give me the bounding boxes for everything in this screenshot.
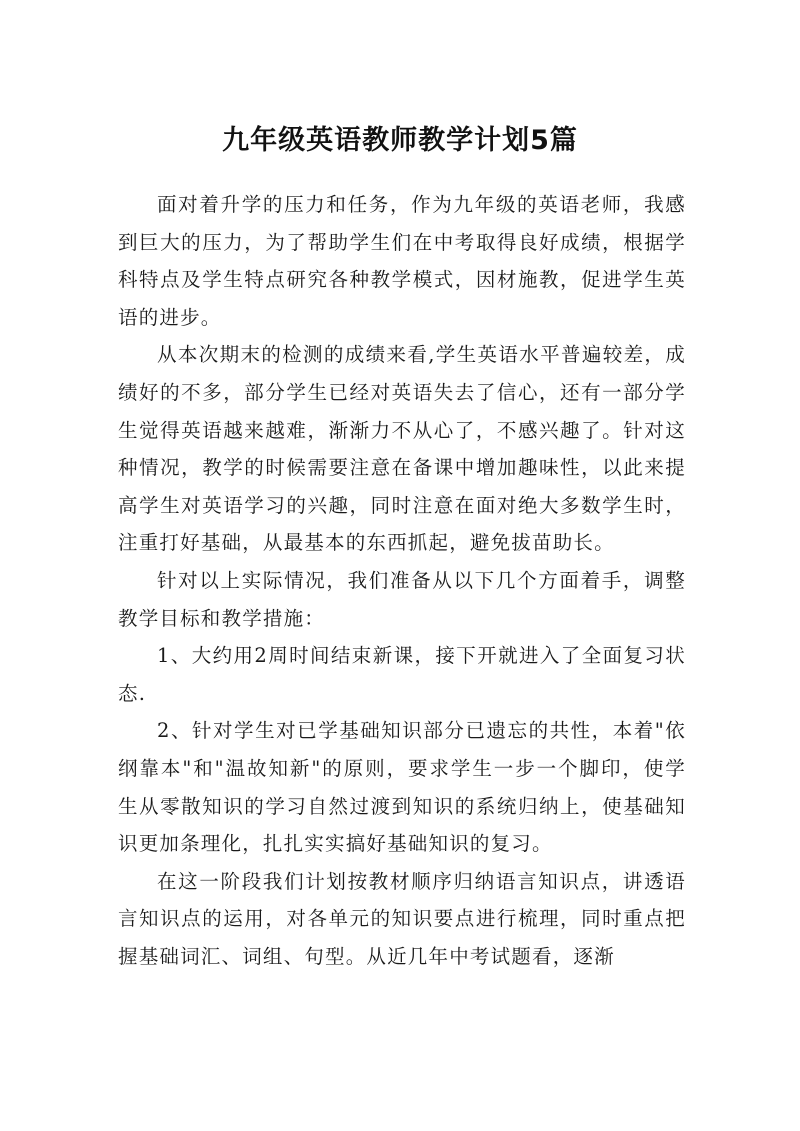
paragraph-intro: 面对着升学的压力和任务，作为九年级的英语老师，我感到巨大的压力，为了帮助学生们在中考取得良好成绩，根据学科特点及学生特点研究各种教学模式，因材施教，促进学生英语的进步。 xyxy=(118,193,686,329)
paragraph-measure-2: 2、针对学生对已学基础知识部分已遗忘的共性，本着"依纲靠本"和"温故知新"的原则，要求学生一步一个脚印，使学生从零散知识的学习自然过渡到知识的系统归纳上，使基础知识更加条理化，扎扎实实搞好基础知识的复习。 xyxy=(118,719,686,856)
paragraph-measures-intro: 针对以上实际情况，我们准备从以下几个方面着手，调整教学目标和教学措施： xyxy=(118,568,686,630)
paragraph-analysis: 从本次期末的检测的成绩来看,学生英语水平普遍较差，成绩好的不多，部分学生已经对英语失去了信心，还有一部分学生觉得英语越来越难，渐渐力不从心了，不感兴趣了。针对这种情况，教学的时候需要注意在备课中增加趣味性，以此来提高学生对英语学习的兴趣，同时注意在面对绝大多数学生时，注重打好基础，从最基本的东西抓起，避免拔苗助长。 xyxy=(118,343,686,555)
document-title: 九年级英语教师教学计划5篇 xyxy=(222,125,578,157)
document-body xyxy=(118,186,686,975)
paragraph-review-plan: 在这一阶段我们计划按教材顺序归纳语言知识点，讲透语言知识点的运用，对各单元的知识要点进行梳理，同时重点把握基础词汇、词组、句型。从近几年中考试题看，逐渐 xyxy=(118,869,686,968)
paragraph-measure-1: 1、大约用2周时间结束新课，接下开就进入了全面复习状态. xyxy=(118,644,686,705)
